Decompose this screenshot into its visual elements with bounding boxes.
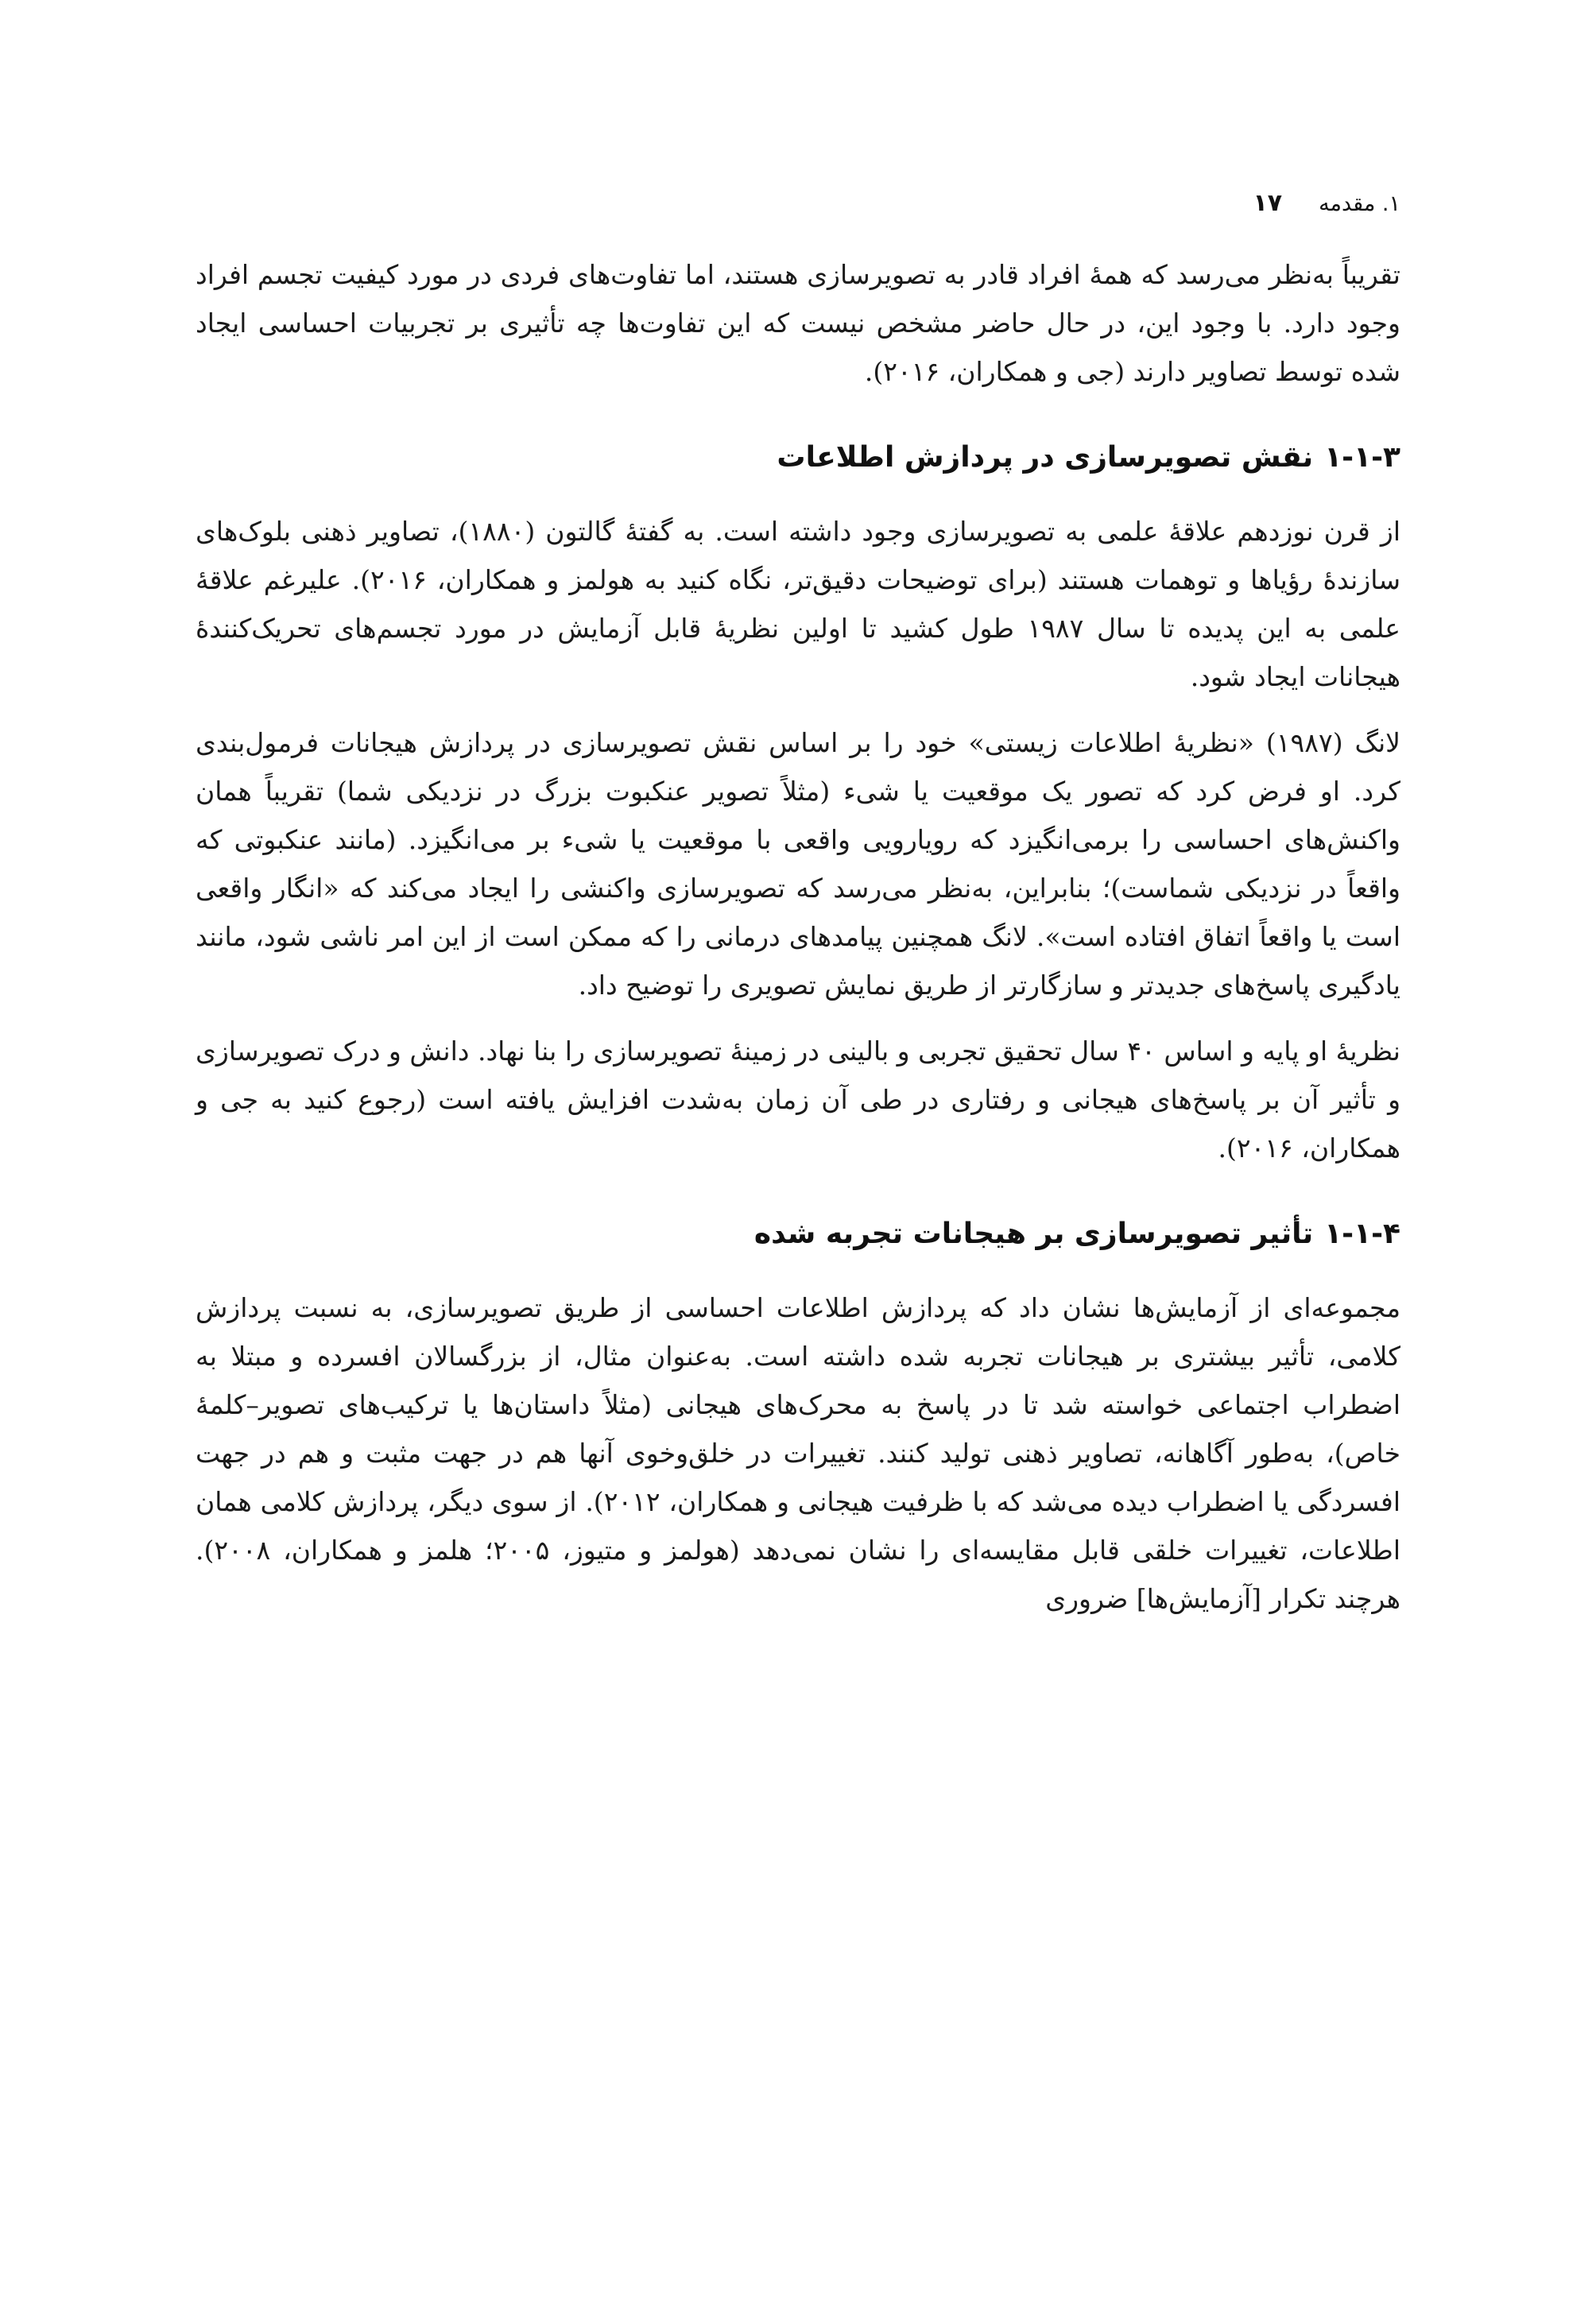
paragraph: از قرن نوزدهم علاقهٔ علمی به تصویرسازی وجود داشته است. به گفتهٔ گالتون (۱۸۸۰)، تصاویر ذهنی بلوک‌های سازندهٔ رؤیاها و توهمات هستند (برای توضیحات دقیق‌تر، نگاه کنید به هولمز و همکاران، ۲۰۱۶). علیرغم علاقهٔ علمی به این پدیده تا سال ۱۹۸۷ طول کشید تا اولین نظریهٔ قابل آزمایش در مورد تجسم‌های تحریک‌کنندهٔ هیجانات ایجاد شود. [196,516,1400,692]
page-number: ۱۷ [1253,189,1283,217]
section-number: ۱-۱-۴ [1324,1218,1400,1250]
section-number: ۱-۱-۳ [1324,441,1400,474]
paragraph: تقریباً به‌نظر می‌رسد که همهٔ افراد قادر به تصویرسازی هستند، اما تفاوت‌های فردی در مورد کیفیت تجسم افراد وجود دارد. با وجود این، در حال حاضر مشخص نیست که این تفاوت‌ها چه تأثیری بر تجربیات احساسی ایجاد شده توسط تصاویر دارند (جی و همکاران، ۲۰۱۶). [196,259,1400,387]
page-content [196,250,1400,1640]
section-title: تأثیر تصویرسازی بر هیجانات تجربه شده [753,1218,1314,1250]
section-heading-1-1-4 [196,1214,1400,1255]
section-heading-1-1-3 [196,437,1400,478]
paragraph: نظریهٔ او پایه و اساس ۴۰ سال تحقیق تجربی و بالینی در زمینهٔ تصویرسازی را بنا نهاد. دانش و درک تصویرسازی و تأثیر آن بر پاسخ‌های هیجانی و رفتاری در طی آن زمان به‌شدت افزایش یافته است (رجوع کنید به جی و همکاران، ۲۰۱۶). [196,1036,1401,1164]
running-header [1253,189,1400,217]
section-title: نقش تصویرسازی در پردازش اطلاعات [777,441,1314,474]
paragraph: مجموعه‌ای از آزمایش‌ها نشان داد که پردازش اطلاعات احساسی از طریق تصویرسازی، به نسبت پردازش کلامی، تأثیر بیشتری بر هیجانات تجربه شده داشته است. به‌عنوان مثال، از بزرگسالان افسرده و مبتلا به اضطراب اجتماعی خواسته شد تا در پاسخ به محرک‌های هیجانی (مثلاً داستان‌ها یا ترکیب‌های تصویر–کلمهٔ خاص)، به‌طور آگاهانه، تصاویر ذهنی تولید کنند. تغییرات در خلق‌وخوی آنها هم در جهت مثبت و هم در جهت افسردگی یا اضطراب دیده می‌شد که با ظرفیت هیجانی و همکاران، ۲۰۱۲). از سوی دیگر، پردازش کلامی همان اطلاعات، تغییرات خلقی قابل مقایسه‌ای را نشان نمی‌دهد (هولمز و متیوز، ۲۰۰۵؛ هلمز و همکاران، ۲۰۰۸). هرچند تکرار [آزمایش‌ها] ضروری [196,1292,1400,1614]
chapter-title: ۱. مقدمه [1319,192,1400,216]
paragraph: لانگ (۱۹۸۷) «نظریهٔ اطلاعات زیستی» خود را بر اساس نقش تصویرسازی در پردازش هیجانات فرمول‌بندی کرد. او فرض کرد که تصور یک موقعیت یا شیء (مثلاً تصویر عنکبوت بزرگ در نزدیکی شما) تقریباً همان واکنش‌های احساسی را برمی‌انگیزد که رویارویی واقعی با موقعیت یا شیء بر می‌انگیزد. (مانند عنکبوتی که واقعاً در نزدیکی شماست)؛ بنابراین، به‌نظر می‌رسد که تصویرسازی واکنشی را ایجاد می‌کند که «انگار واقعی است یا واقعاً اتفاق افتاده است». لانگ همچنین پیامدهای درمانی را که ممکن است از این امر ناشی شود، مانند یادگیری پاسخ‌های جدیدتر و سازگارتر از طریق نمایش تصویری را توضیح داد. [196,727,1400,1001]
